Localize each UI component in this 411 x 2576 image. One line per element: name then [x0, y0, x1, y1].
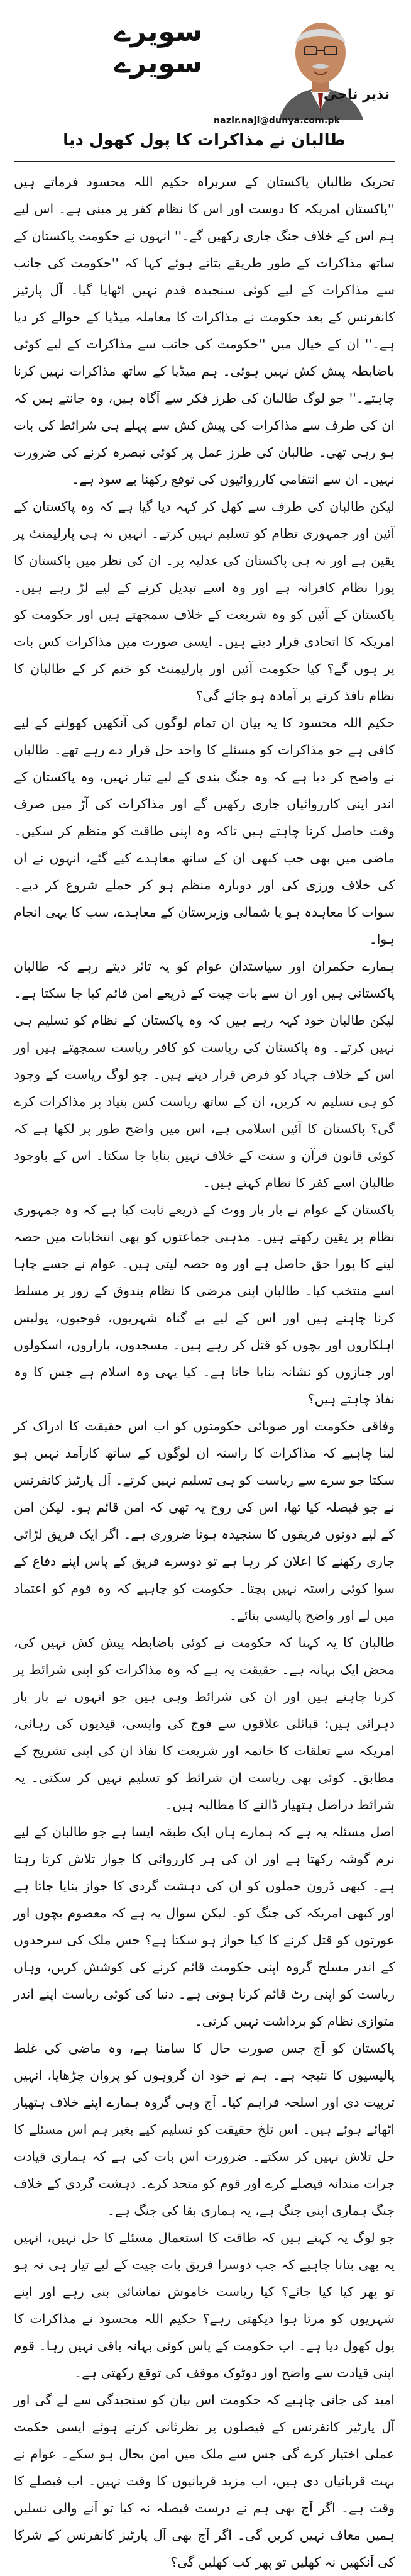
- columnist-photo: [210, 9, 411, 120]
- article-paragraph: جو لوگ یہ کہتے ہیں کہ طاقت کا استعمال مسئلے کا حل نہیں، انہیں یہ بھی بتانا چاہیے کہ جب دوسرا فریق بات چیت کے لیے تیار ہی نہ ہو تو پھر کیا کیا جائے؟ کیا ریاست خاموش تماشائی بنی رہے اور اپنے شہریوں کو مرتا ہوا دیکھتی رہے؟ حکیم اللہ محسود نے مذاکرات کا پول کھول دیا ہے۔ اب حکومت کے پاس کوئی بہانہ باقی نہیں رہا۔ قوم اپنی قیادت سے واضح اور دوٹوک موقف کی توقع رکھتی ہے۔: [14, 2230, 395, 2380]
- column-logo-line1: سویرے: [114, 16, 203, 48]
- article-paragraph: امید کی جانی چاہیے کہ حکومت اس بیان کو سنجیدگی سے لے گی اور آل پارٹیز کانفرنس کے فیصلوں پر نظرثانی کرتے ہوئے ایسی حکمت عملی اختیار کرے گی جس سے ملک میں امن بحال ہو سکے۔ عوام نے بہت قربانیاں دی ہیں، اب مزید قربانیوں کا وقت نہیں۔ اب فیصلے کا وقت ہے۔ اگر آج بھی ہم نے درست فیصلہ نہ کیا تو آنے والی نسلیں ہمیں معاف نہیں کریں گی۔ اگر آج بھی آل پارٹیز کانفرنس کے شرکا کی آنکھیں نہ کھلیں تو پھر کب کھلیں گی؟: [14, 2392, 395, 2570]
- header-divider: [14, 161, 395, 162]
- column-logo-line2: سویرے: [114, 47, 203, 80]
- column-logo: [108, 18, 209, 78]
- article-paragraph: ہمارے حکمران اور سیاستدان عوام کو یہ تاثر دیتے رہے کہ طالبان پاکستانی ہیں اور ان سے بات چیت کے ذریعے امن قائم کیا جا سکتا ہے۔ لیکن طالبان خود کہہ رہے ہیں کہ وہ پاکستان کے نظام کو تسلیم ہی نہیں کرتے۔ وہ پاکستان کی ریاست کو کافر ریاست سمجھتے ہیں اور اس کے خلاف جہاد کو فرض قرار دیتے ہیں۔ جو لوگ ریاست کے وجود کو ہی تسلیم نہ کریں، ان کے ساتھ ریاست کس بنیاد پر مذاکرات کرے گی؟ پاکستان کا آئین اسلامی ہے، اس میں واضح طور پر لکھا ہے کہ کوئی قانون قرآن و سنت کے خلاف نہیں بنایا جا سکتا۔ اس کے باوجود طالبان اسے کفر کا نظام کہتے ہیں۔: [14, 959, 395, 1190]
- columnist-email: nazir.naji@dunya.com.pk: [214, 116, 341, 126]
- columnist-name: نذیر ناجی: [323, 87, 390, 103]
- article-paragraph: طالبان کا یہ کہنا کہ حکومت نے کوئی باضابطہ پیش کش نہیں کی، محض ایک بہانہ ہے۔ حقیقت یہ ہے کہ وہ مذاکرات کو اپنی شرائط پر کرنا چاہتے ہیں اور ان کی شرائط وہی ہیں جو انہوں نے بار بار دہرائی ہیں: قبائلی علاقوں سے فوج کی واپسی، قیدیوں کی رہائی، امریکہ سے تعلقات کا خاتمہ اور شریعت کا نفاذ ان کی اپنی تشریح کے مطابق۔ کوئی بھی ریاست ان شرائط کو تسلیم نہیں کر سکتی۔ یہ شرائط دراصل ہتھیار ڈالنے کا مطالبہ ہیں۔: [14, 1635, 395, 1812]
- column-header: [14, 5, 395, 161]
- article-paragraph: پاکستان کو آج جس صورت حال کا سامنا ہے، وہ ماضی کی غلط پالیسیوں کا نتیجہ ہے۔ ہم نے خود ان گروہوں کو پروان چڑھایا، انہیں تربیت دی اور اسلحہ فراہم کیا۔ آج وہی گروہ ہمارے اپنے خلاف ہتھیار اٹھائے ہوئے ہیں۔ اس تلخ حقیقت کو تسلیم کیے بغیر ہم اس مسئلے کا حل تلاش نہیں کر سکتے۔ ضرورت اس بات کی ہے کہ ہماری قیادت جرات مندانہ فیصلے کرے اور قوم کو متحد کرے۔ دہشت گردی کے خلاف جنگ ہماری اپنی جنگ ہے، یہ ہماری بقا کی جنگ ہے۔: [14, 2041, 395, 2218]
- article-paragraph: اصل مسئلہ یہ ہے کہ ہمارے ہاں ایک طبقہ ایسا ہے جو طالبان کے لیے نرم گوشہ رکھتا ہے اور ان کی ہر کارروائی کا جواز تلاش کرتا رہتا ہے۔ کبھی ڈرون حملوں کو ان کی دہشت گردی کا جواز بنایا جاتا ہے اور کبھی امریکہ کی جنگ کو۔ لیکن سوال یہ ہے کہ معصوم بچوں اور عورتوں کو قتل کرنے کا کیا جواز ہو سکتا ہے؟ جس ملک کی سرحدوں کے اندر مسلح گروہ اپنی حکومت قائم کرنے کی کوشش کریں، وہاں ریاست کو اپنی رٹ قائم کرنا ہوتی ہے۔ دنیا کی کوئی ریاست اپنے اندر متوازی نظام کو برداشت نہیں کرتی۔: [14, 1824, 395, 2029]
- article-paragraph: تحریک طالبان پاکستان کے سربراہ حکیم اللہ محسود فرماتے ہیں ''پاکستان امریکہ کا دوست اور اس کا نظام کفر پر مبنی ہے۔ اس لیے ہم اس کے خلاف جنگ جاری رکھیں گے۔'' انہوں نے حکومت پاکستان کے ساتھ مذاکرات کے طور طریقے بتاتے ہوئے کہا کہ ''حکومت کی جانب سے مذاکرات کے لیے کوئی سنجیدہ قدم نہیں اٹھایا گیا۔ آل پارٹیز کانفرنس کے بعد حکومت نے مذاکرات کا معاملہ میڈیا کے حوالے کر دیا ہے۔'' ان کے خیال میں ''حکومت کی جانب سے مذاکرات کے لیے کوئی باضابطہ پیش کش نہیں ہوئی۔ ہم میڈیا کے ساتھ مذاکرات نہیں کرنا چاہتے۔'' جو لوگ طالبان کی طرز فکر سے آگاہ ہیں، وہ جانتے ہیں کہ ان کی طرف سے مذاکرات کی پیش کش سے پہلے ہی شرائط کی بات ہو رہی تھی۔ طالبان کی طرز عمل پر کوئی تبصرہ کرنے کی ضرورت نہیں۔ ان سے انتقامی کارروائیوں کی توقع رکھنا بے سود ہے۔: [14, 174, 395, 487]
- article-headline: طالبان نے مذاکرات کا پول کھول دیا: [63, 131, 346, 150]
- article-paragraph: لیکن طالبان کی طرف سے کھل کر کہہ دیا گیا ہے کہ وہ پاکستان کے آئین اور جمہوری نظام کو تسلیم نہیں کرتے۔ انہیں نہ ہی پارلیمنٹ پر یقین ہے اور نہ ہی پاکستان کی عدلیہ پر۔ ان کی نظر میں پاکستان کا پورا نظام کافرانہ ہے اور وہ اسے تبدیل کرنے کے لیے لڑ رہے ہیں۔ پاکستان کے آئین کو وہ شریعت کے خلاف سمجھتے ہیں اور حکومت کو امریکہ کا اتحادی قرار دیتے ہیں۔ ایسی صورت میں مذاکرات کس بات پر ہوں گے؟ کیا حکومت آئین اور پارلیمنٹ کو ختم کر کے طالبان کا نظام نافذ کرنے پر آمادہ ہو جائے گی؟: [14, 499, 395, 703]
- article-paragraph: وفاقی حکومت اور صوبائی حکومتوں کو اب اس حقیقت کا ادراک کر لینا چاہیے کہ مذاکرات کا راستہ ان لوگوں کے ساتھ کارآمد نہیں ہو سکتا جو سرے سے ریاست کو ہی تسلیم نہیں کرتے۔ آل پارٹیز کانفرنس نے جو فیصلہ کیا تھا، اس کی روح یہ تھی کہ امن قائم ہو۔ لیکن امن کے لیے دونوں فریقوں کا سنجیدہ ہونا ضروری ہے۔ اگر ایک فریق لڑائی جاری رکھنے کا اعلان کر رہا ہے تو دوسرے فریق کے پاس اپنے دفاع کے سوا کوئی راستہ نہیں بچتا۔ حکومت کو چاہیے کہ وہ قوم کو اعتماد میں لے اور واضح پالیسی بنائے۔: [14, 1419, 395, 1623]
- article-paragraph: حکیم اللہ محسود کا یہ بیان ان تمام لوگوں کی آنکھیں کھولنے کے لیے کافی ہے جو مذاکرات کو مسئلے کا واحد حل قرار دے رہے تھے۔ طالبان نے واضح کر دیا ہے کہ وہ جنگ بندی کے لیے تیار نہیں، وہ پاکستان کے اندر اپنی کارروائیاں جاری رکھیں گے اور مذاکرات کی آڑ میں صرف وقت حاصل کرنا چاہتے ہیں تاکہ وہ اپنی طاقت کو منظم کر سکیں۔ ماضی میں بھی جب کبھی ان کے ساتھ معاہدے کیے گئے، انہوں نے ان کی خلاف ورزی کی اور دوبارہ منظم ہو کر حملے شروع کر دیے۔ سوات کا معاہدہ ہو یا شمالی وزیرستان کے معاہدے، سب کا یہی انجام ہوا۔: [14, 715, 395, 947]
- columnist-portrait-icon: [210, 9, 411, 120]
- article-body: [14, 169, 395, 2570]
- article-paragraph: پاکستان کے عوام نے بار بار ووٹ کے ذریعے ثابت کیا ہے کہ وہ جمہوری نظام پر یقین رکھتے ہیں۔ مذہبی جماعتوں کو بھی انتخابات میں حصہ لینے کا پورا حق حاصل ہے اور وہ حصہ لیتی ہیں۔ عوام نے جسے چاہا اسے منتخب کیا۔ طالبان اپنی مرضی کا نظام بندوق کے زور پر مسلط کرنا چاہتے ہیں اور اس کے لیے بے گناہ شہریوں، فوجیوں، پولیس اہلکاروں اور بچوں کو قتل کر رہے ہیں۔ مسجدوں، بازاروں، اسکولوں اور جنازوں کو نشانہ بنایا جاتا ہے۔ کیا یہی وہ اسلام ہے جس کا وہ نفاذ چاہتے ہیں؟: [14, 1202, 395, 1407]
